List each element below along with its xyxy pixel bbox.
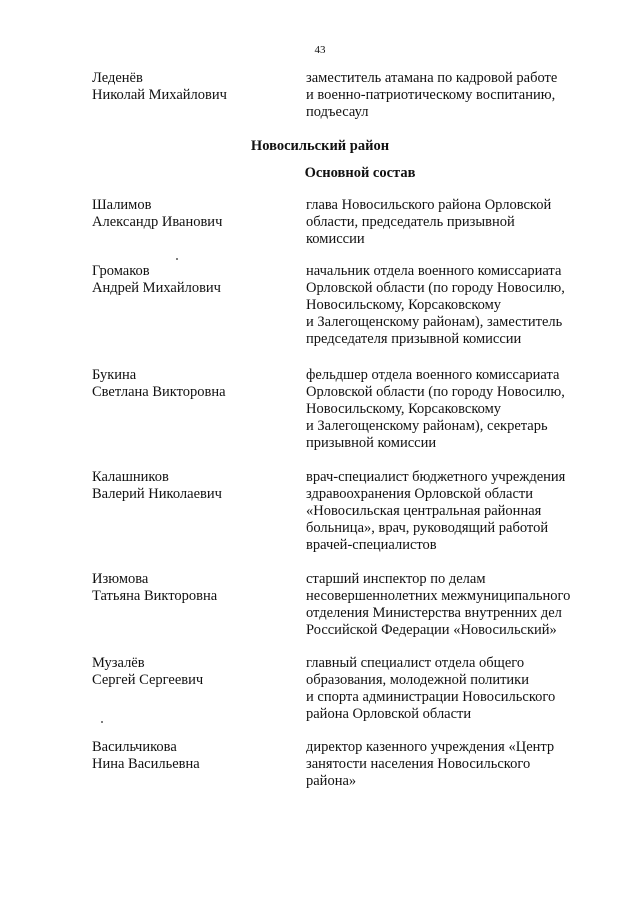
- role-line: призывной комиссии: [306, 435, 437, 451]
- given-names: Николай Михайлович: [92, 87, 227, 103]
- member-name: [92, 739, 292, 773]
- surname: Музалёв: [92, 655, 145, 671]
- role-line: и Залегощенскому районам), секретарь: [306, 418, 548, 434]
- role-line: комиссии: [306, 231, 365, 247]
- given-names: Александр Иванович: [92, 214, 223, 230]
- role-line: Новосильскому, Корсаковскому: [306, 297, 502, 313]
- role-line: Орловской области (по городу Новосилю,: [306, 384, 565, 400]
- member-role: [306, 263, 582, 348]
- role-line: и военно-патриотическому воспитанию,: [306, 87, 556, 103]
- role-line: глава Новосильского района Орловской: [306, 197, 552, 213]
- role-line: области, председатель призывной: [306, 214, 515, 230]
- member-name: [92, 571, 292, 605]
- role-line: врачей-специалистов: [306, 537, 437, 553]
- member-name: [92, 197, 292, 231]
- role-line: района»: [306, 773, 357, 789]
- role-line: старший инспектор по делам: [306, 571, 486, 587]
- role-line: занятости населения Новосильского: [306, 756, 531, 772]
- member-name: [92, 70, 292, 104]
- member-role: [306, 197, 582, 248]
- member-role: [306, 469, 582, 554]
- surname: Васильчикова: [92, 739, 177, 755]
- role-line: образования, молодежной политики: [306, 672, 529, 688]
- role-line: больница», врач, руководящий работой: [306, 520, 549, 536]
- surname: Изюмова: [92, 571, 149, 587]
- role-line: Российской Федерации «Новосильский»: [306, 622, 557, 638]
- role-line: здравоохранения Орловской области: [306, 486, 533, 502]
- surname: Шалимов: [92, 197, 152, 213]
- role-line: директор казенного учреждения «Центр: [306, 739, 555, 755]
- member-role: [306, 739, 582, 790]
- member-name: [92, 367, 292, 401]
- role-line: Орловской области (по городу Новосилю,: [306, 280, 565, 296]
- given-names: Валерий Николаевич: [92, 486, 222, 502]
- role-line: отделения Министерства внутренних дел: [306, 605, 562, 621]
- role-line: заместитель атамана по кадровой работе: [306, 70, 558, 86]
- role-line: и спорта администрации Новосильского: [306, 689, 556, 705]
- role-line: района Орловской области: [306, 706, 472, 722]
- member-name: [92, 655, 292, 689]
- surname: Леденёв: [92, 70, 143, 86]
- surname: Калашников: [92, 469, 169, 485]
- scan-speck: [176, 258, 178, 260]
- role-line: «Новосильская центральная районная: [306, 503, 542, 519]
- role-line: начальник отдела военного комиссариата: [306, 263, 562, 279]
- member-role: [306, 367, 582, 452]
- scan-speck: [101, 721, 103, 723]
- role-line: подъесаул: [306, 104, 369, 120]
- member-name: [92, 263, 292, 297]
- given-names: Татьяна Викторовна: [92, 588, 218, 604]
- given-names: Нина Васильевна: [92, 756, 200, 772]
- role-line: Новосильскому, Корсаковскому: [306, 401, 502, 417]
- role-line: главный специалист отдела общего: [306, 655, 525, 671]
- member-role: [306, 70, 582, 121]
- role-line: врач-специалист бюджетного учреждения: [306, 469, 566, 485]
- district-heading: Новосильский район: [250, 138, 390, 154]
- role-line: и Залегощенскому районам), заместитель: [306, 314, 563, 330]
- role-line: председателя призывной комиссии: [306, 331, 522, 347]
- role-line: фельдшер отдела военного комиссариата: [306, 367, 560, 383]
- member-role: [306, 655, 582, 723]
- given-names: Андрей Михайлович: [92, 280, 221, 296]
- surname: Букина: [92, 367, 137, 383]
- given-names: Светлана Викторовна: [92, 384, 226, 400]
- given-names: Сергей Сергеевич: [92, 672, 204, 688]
- page-number: 43: [314, 44, 326, 56]
- role-line: несовершеннолетних межмуниципального: [306, 588, 571, 604]
- surname: Громаков: [92, 263, 150, 279]
- member-name: [92, 469, 292, 503]
- member-role: [306, 571, 582, 639]
- section-heading: Основной состав: [304, 165, 416, 181]
